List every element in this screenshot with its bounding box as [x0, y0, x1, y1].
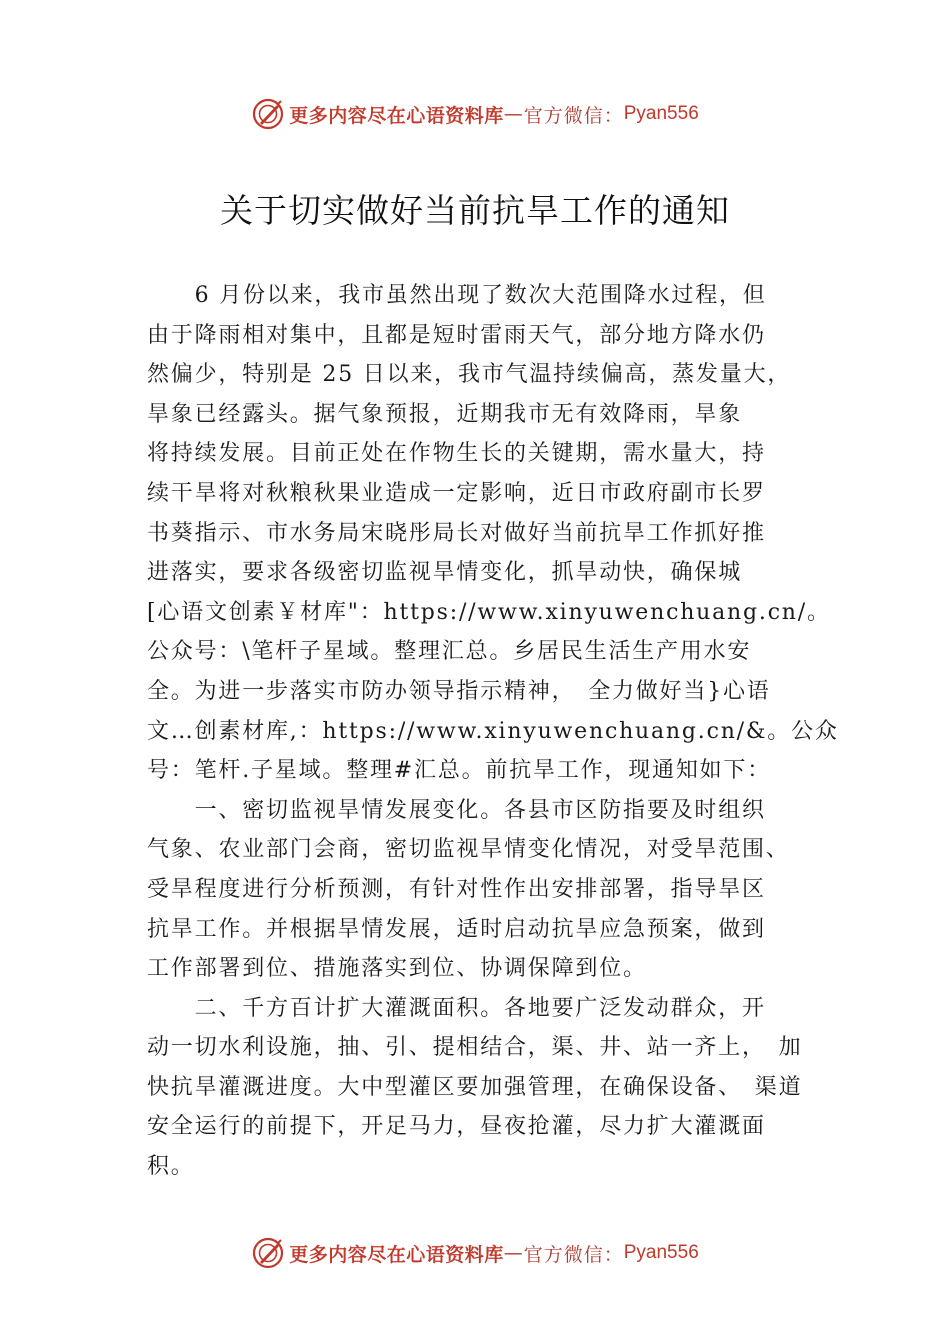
- banner-dash: —: [503, 1242, 524, 1264]
- text-line: 书葵指示、市水务局宋晓彤局长对做好当前抗旱工作抓好推: [147, 520, 766, 546]
- text-line: 由于降雨相对集中，且都是短时雷雨天气，部分地方降水仍: [147, 322, 766, 348]
- text-line: 公众号：\笔杆子星域。整理汇总。乡居民生活生产用水安: [147, 639, 752, 665]
- text-line: 号：笔杆.子星域。整理#汇总。前抗旱工作，现通知如下：: [147, 758, 772, 784]
- document-body: [147, 276, 839, 1187]
- text-line: 全。为进一步落实市防办领导指示精神， 全力做好当}心语: [147, 678, 771, 704]
- text-line: 将持续发展。目前正处在作物生长的关键期，需水量大，持: [147, 441, 766, 467]
- text-line: 文…创素材库,：https://www.xinyuwenchuang.cn/&。公众: [147, 718, 839, 744]
- banner-wechat-label: 官方微信：: [523, 1243, 624, 1266]
- text-line: 工作部署到位、措施落实到位、协调保障到位。: [147, 956, 647, 982]
- banner-brand-text: 更多内容尽在心语资料库: [289, 1243, 504, 1266]
- banner-dash: —: [503, 103, 524, 125]
- banner-wechat-label: 官方微信：: [523, 104, 624, 127]
- document-title: 关于切实做好当前抗旱工作的通知: [220, 191, 730, 230]
- text-line: [心语文创素￥材库"：https://www.xinyuwenchuang.cn/。: [147, 599, 831, 625]
- text-line: 一、密切监视旱情发展变化。各县市区防指要及时组织: [147, 797, 766, 823]
- text-line: 受旱程度进行分析预测，有针对性作出安排部署，指导旱区: [147, 876, 766, 902]
- brand-logo-icon: [251, 97, 285, 131]
- footer-banner: [0, 1233, 950, 1273]
- text-line: 二、千方百计扩大灌溉面积。各地要广泛发动群众，开: [147, 995, 766, 1021]
- banner-wechat-id: Pyan556: [623, 1242, 699, 1263]
- text-line: 安全运行的前提下，开足马力，昼夜抢灌，尽力扩大灌溉面: [147, 1114, 766, 1140]
- banner-wechat-id: Pyan556: [623, 103, 699, 124]
- text-line: 气象、农业部门会商，密切监视旱情变化情况，对受旱范围、: [147, 837, 790, 863]
- brand-logo-icon: [251, 1236, 285, 1270]
- text-line: 旱象已经露头。据气象预报，近期我市无有效降雨，旱象: [147, 401, 743, 427]
- text-line: 进落实，要求各级密切监视旱情变化，抓旱动快，确保城: [147, 560, 743, 586]
- text-line: 6 月份以来，我市虽然出现了数次大范围降水过程，但: [147, 283, 767, 308]
- header-banner: [0, 94, 950, 134]
- text-line: 动一切水利设施，抽、引、提相结合，渠、井、站一齐上， 加: [147, 1035, 803, 1061]
- text-line: 积。: [147, 1154, 195, 1180]
- text-line: 然偏少，特别是 25 日以来，我市气温持续偏高，蒸发量大，: [147, 362, 792, 388]
- text-line: 抗旱工作。并根据旱情发展，适时启动抗旱应急预案，做到: [147, 916, 766, 942]
- text-line: 快抗旱灌溉进度。大中型灌区要加强管理，在确保设备、 渠道: [147, 1074, 803, 1100]
- text-line: 续干旱将对秋粮秋果业造成一定影响，近日市政府副市长罗: [147, 480, 766, 506]
- banner-brand-text: 更多内容尽在心语资料库: [289, 104, 504, 127]
